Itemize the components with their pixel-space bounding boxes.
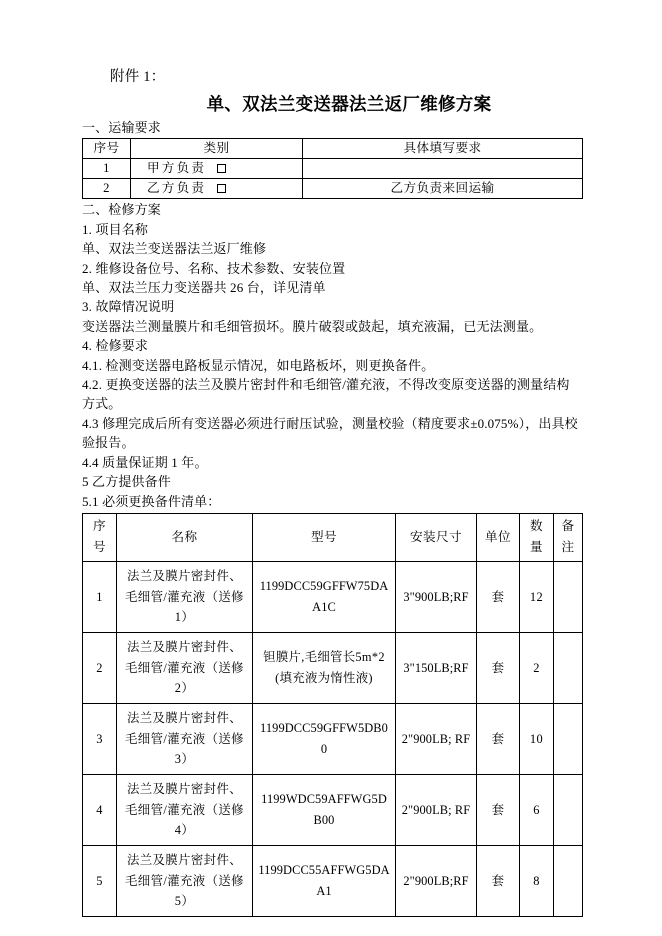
attachment-label: 附件 1： <box>110 69 166 85</box>
parts-row-seq: 4 <box>83 774 117 845</box>
section-heading-maintenance: 二、检修方案 <box>82 202 161 218</box>
table-header-row <box>83 513 583 561</box>
transport-row-category-party-a <box>131 159 303 179</box>
maintenance-line-fault-heading: 3. 故障情况说明 <box>82 299 175 315</box>
parts-row-note <box>554 632 583 703</box>
parts-row-name: 法兰及膜片密封件、毛细管/灌充液（送修1） <box>117 561 253 632</box>
table-row <box>83 632 583 703</box>
maintenance-line-req-4-1: 4.1. 检测变送器电路板显示情况，如电路板坏，则更换备件。 <box>82 357 435 373</box>
table-header-row <box>83 139 583 159</box>
parts-row-unit: 套 <box>477 774 520 845</box>
maintenance-line-equipment-heading: 2. 维修设备位号、名称、技术参数、安装位置 <box>82 260 346 276</box>
maintenance-line-equipment-value: 单、双法兰压力变送器共 26 台，详见清单 <box>82 280 326 296</box>
table-row <box>83 159 583 179</box>
parts-row-unit: 套 <box>477 703 520 774</box>
parts-row-name: 法兰及膜片密封件、毛细管/灌充液（送修2） <box>117 632 253 703</box>
parts-row-seq: 5 <box>83 845 117 916</box>
parts-row-model: 钽膜片,毛细管长5m*2(填充液为惰性液) <box>253 632 396 703</box>
parts-row-model: 1199DCC59GFFW5DB00 <box>253 703 396 774</box>
parts-row-name: 法兰及膜片密封件、毛细管/灌充液（送修3） <box>117 703 253 774</box>
parts-row-seq: 3 <box>83 703 117 774</box>
spare-parts-table <box>82 513 583 917</box>
maintenance-line-spares-heading: 5 乙方提供备件 <box>82 474 171 490</box>
parts-header-name: 名称 <box>117 513 253 561</box>
page-title: 单、双法兰变送器法兰返厂维修方案 <box>206 94 492 114</box>
parts-row-unit: 套 <box>477 632 520 703</box>
parts-header-note-char-2: 注 <box>561 540 575 555</box>
parts-row-size: 2"900LB;RF <box>396 845 477 916</box>
parts-row-name: 法兰及膜片密封件、毛细管/灌充液（送修5） <box>117 845 253 916</box>
table-row <box>83 703 583 774</box>
transport-header-seq: 序号 <box>83 139 131 159</box>
table-row <box>83 179 583 199</box>
parts-header-qty-char-2: 量 <box>530 540 543 555</box>
parts-header-seq-char-2: 号 <box>93 540 106 555</box>
transport-category-label: 乙方负责 <box>147 181 207 196</box>
section-heading-transport: 一、运输要求 <box>82 120 161 135</box>
parts-row-seq: 2 <box>83 632 117 703</box>
parts-header-unit: 单位 <box>477 513 520 561</box>
maintenance-line-project-name-heading: 1. 项目名称 <box>82 221 149 237</box>
parts-row-size: 3"900LB;RF <box>396 561 477 632</box>
table-row <box>83 561 583 632</box>
parts-row-note <box>554 703 583 774</box>
maintenance-line-req-4-4: 4.4 质量保证期 1 年。 <box>82 454 208 470</box>
parts-row-model: 1199DCC55AFFWG5DAA1 <box>253 845 396 916</box>
parts-header-model: 型号 <box>253 513 396 561</box>
transport-row-seq: 2 <box>83 179 131 199</box>
parts-row-unit: 套 <box>477 845 520 916</box>
checkbox-icon-party-a[interactable] <box>217 164 226 173</box>
parts-row-qty: 8 <box>520 845 554 916</box>
parts-header-note <box>554 513 583 561</box>
parts-header-seq-char-1: 序 <box>93 519 106 534</box>
parts-row-model: 1199WDC59AFFWG5DB00 <box>253 774 396 845</box>
parts-row-seq: 1 <box>83 561 117 632</box>
parts-header-note-char-1: 备 <box>561 519 575 534</box>
parts-row-qty: 6 <box>520 774 554 845</box>
maintenance-line-req-4-2: 4.2. 更换变送器的法兰及膜片密封件和毛细管/灌充液，不得改变原变送器的测量结构方式。 <box>82 377 570 412</box>
transport-row-requirement: 乙方负责来回运输 <box>303 179 583 199</box>
maintenance-line-req-4-3: 4.3 修理完成后所有变送器必须进行耐压试验，测量校验（精度要求±0.075%），出具校验报告。 <box>82 415 578 451</box>
table-row <box>83 774 583 845</box>
maintenance-line-requirements-heading: 4. 检修要求 <box>82 338 149 354</box>
table-row <box>83 845 583 916</box>
transport-requirements-table <box>82 138 583 199</box>
parts-row-qty: 10 <box>520 703 554 774</box>
parts-row-qty: 12 <box>520 561 554 632</box>
maintenance-line-fault-value: 变送器法兰测量膜片和毛细管损坏。膜片破裂或鼓起，填充液漏，已无法测量。 <box>82 318 543 334</box>
maintenance-line-spares-list-label: 5.1 必须更换备件清单： <box>82 493 221 509</box>
parts-row-name: 法兰及膜片密封件、毛细管/灌充液（送修4） <box>117 774 253 845</box>
parts-row-note <box>554 774 583 845</box>
parts-header-qty <box>520 513 554 561</box>
transport-header-category: 类别 <box>131 139 303 159</box>
transport-row-category-party-b <box>131 179 303 199</box>
parts-row-unit: 套 <box>477 561 520 632</box>
parts-row-note <box>554 845 583 916</box>
parts-row-size: 3"150LB;RF <box>396 632 477 703</box>
maintenance-line-project-name-value: 单、双法兰变送器法兰返厂维修 <box>82 241 267 257</box>
transport-category-label: 甲方负责 <box>147 161 207 176</box>
parts-row-model: 1199DCC59GFFW75DAA1C <box>253 561 396 632</box>
top-margin <box>82 0 582 66</box>
parts-row-size: 2"900LB; RF <box>396 774 477 845</box>
checkbox-icon-party-b[interactable] <box>217 184 226 193</box>
parts-row-qty: 2 <box>520 632 554 703</box>
parts-header-seq <box>83 513 117 561</box>
parts-row-note <box>554 561 583 632</box>
parts-row-size: 2"900LB; RF <box>396 703 477 774</box>
parts-header-qty-char-1: 数 <box>530 519 543 534</box>
transport-header-requirement: 具体填写要求 <box>303 139 583 159</box>
transport-row-seq: 1 <box>83 159 131 179</box>
transport-row-requirement <box>303 159 583 179</box>
parts-header-size: 安装尺寸 <box>396 513 477 561</box>
